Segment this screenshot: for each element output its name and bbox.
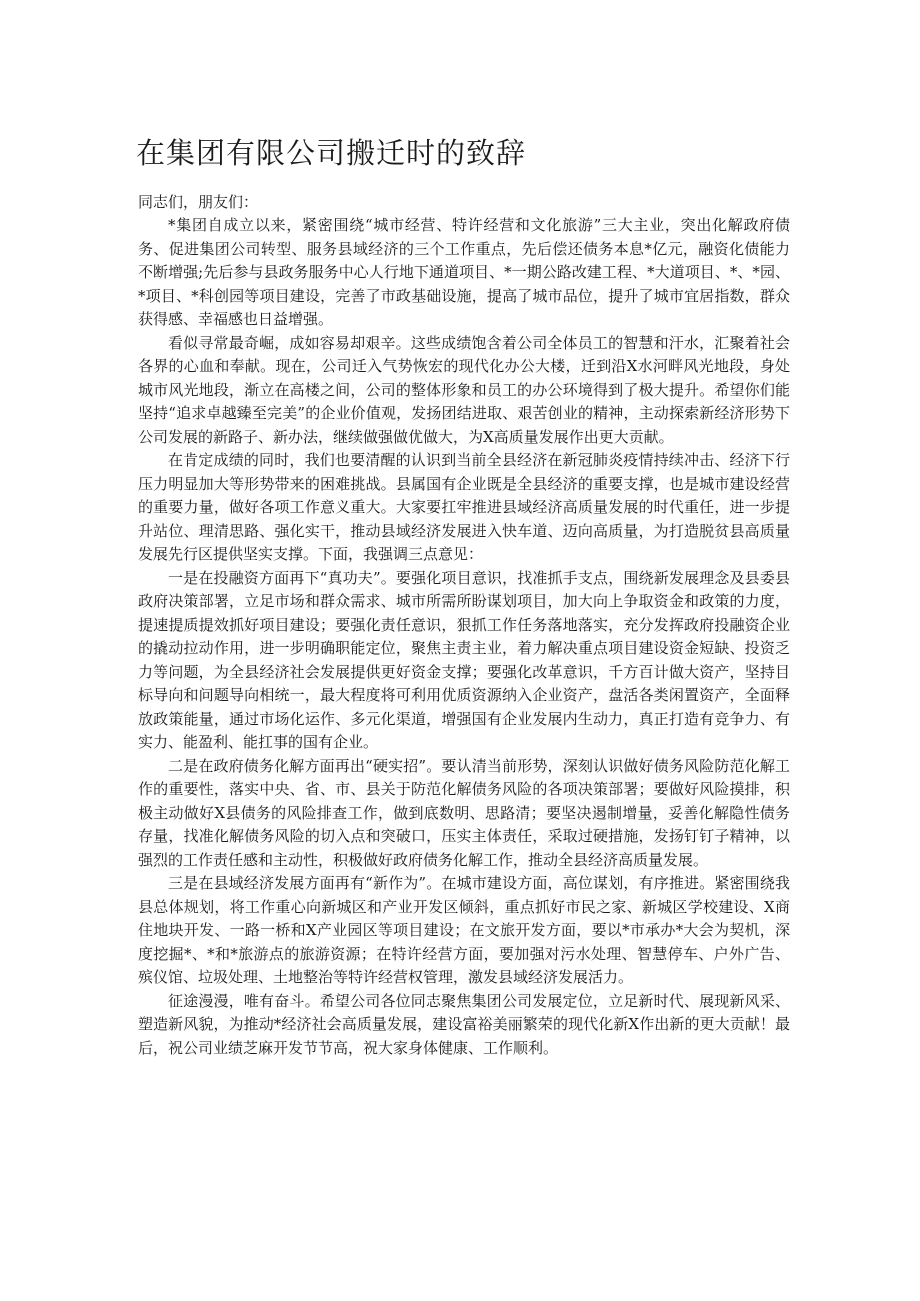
paragraph-relocation: 看似寻常最奇崛，成如容易却艰辛。这些成绩饱含着公司全体员工的智慧和汗水，汇聚着社会各界的心血和奉献。现在，公司迁入气势恢宏的现代化办公大楼，迁到沿X水河畔风光地段，身处城市风光地段，渐立在高楼之间，公司的整体形象和员工的办公环境得到了极大提升。希望你们能坚持“追求卓越臻至完美”的企业价值观，发扬团结进取、艰苦创业的精神，主动探索新经济形势下公司发展的新路子、新办法，继续做强做优做大，为X高质量发展作出更大贡献。: [138, 333, 790, 446]
document-page: [138, 132, 790, 1060]
page-title: 在集团有限公司搬迁时的致辞: [136, 136, 527, 170]
paragraph-challenges: 在肯定成绩的同时，我们也要清醒的认识到当前全县经济在新冠肺炎疫情持续冲击、经济下行压力明显加大等形势带来的困难挑战。县属国有企业既是全县经济的重要支撑，也是城市建设经营的重要力量，做好各项工作意义重大。大家要扛牢推进县域经济高质量发展的时代重任，进一步提升站位、理清思路、强化实干，推动县域经济发展进入快车道、迈向高质量，为打造脱贫县高质量发展先行区提供坚实支撑。下面，我强调三点意见：: [138, 451, 790, 563]
paragraph-point-one: 一是在投融资方面再下“真功夫”。要强化项目意识，找准抓手支点，围绕新发展理念及县委县政府决策部署，立足市场和群众需求、城市所需所盼谋划项目，加大向上争取资金和政策的力度，提速提质提效抓好项目建设；要强化责任意识，狠抓工作任务落地落实，充分发挥政府投融资企业的撬动拉动作用，进一步明确职能定位，聚焦主责主业，着力解决重点项目建设资金短缺、投资乏力等问题，为全县经济社会发展提供更好资金支撑；要强化改革意识，千方百计做大资产，坚持目标导向和问题导向相统一，最大程度将可利用优质资源纳入企业资产，盘活各类闲置资产，全面释放政策能量，通过市场化运作、多元化渠道，增强国有企业发展内生动力，真正打造有竞争力、有实力、能盈利、能扛事的国有企业。: [138, 568, 790, 751]
paragraph-achievements: *集团自成立以来，紧密围绕“城市经营、特许经营和文化旅游”三大主业，突出化解政府债务、促进集团公司转型、服务县域经济的三个工作重点，先后偿还债务本息*亿元，融资化债能力不断增强;先后参与县政务服务中心人行地下通道项目、*一期公路改建工程、*大道项目、*、*园、*项目、*科创园等项目建设，完善了市政基础设施，提高了城市品位，提升了城市宜居指数，群众获得感、幸福感也日益增强。: [138, 216, 790, 328]
paragraph-point-two: 二是在政府债务化解方面再出“硬实招”。要认清当前形势，深刻认识做好债务风险防范化解工作的重要性，落实中央、省、市、县关于防范化解债务风险的各项决策部署；要做好风险摸排，积极主动做好X县债务的风险排查工作，做到底数明、思路清；要坚决遏制增量，妥善化解隐性债务存量，找准化解债务风险的切入点和突破口，压实主体责任，采取过硬措施，发扬钉钉子精神，以强烈的工作责任感和主动性，积极做好政府债务化解工作，推动全县经济高质量发展。: [138, 756, 790, 869]
salutation: 同志们，朋友们：: [138, 193, 259, 211]
paragraph-point-three: 三是在县域经济发展方面再有“新作为”。在城市建设方面，高位谋划，有序推进。紧密围绕我县总体规划，将工作重心向新城区和产业开发区倾斜，重点抓好市民之家、新城区学校建设、X商住地块开发、一路一桥和X产业园区等项目建设；在文旅开发方面，要以*市承办*大会为契机，深度挖掘*、*和*旅游点的旅游资源；在特许经营方面，要加强对污水处理、智慧停车、户外广告、殡仪馆、垃圾处理、土地整治等特许经营权管理，激发县域经济发展活力。: [138, 874, 790, 986]
paragraph-closing: 征途漫漫，唯有奋斗。希望公司各位同志聚焦集团公司发展定位，立足新时代、展现新风采、塑造新风貌，为推动*经济社会高质量发展，建设富裕美丽繁荣的现代化新X作出新的更大贡献！最后，祝公司业绩芝麻开发节节高，祝大家身体健康、工作顺利。: [138, 991, 790, 1057]
